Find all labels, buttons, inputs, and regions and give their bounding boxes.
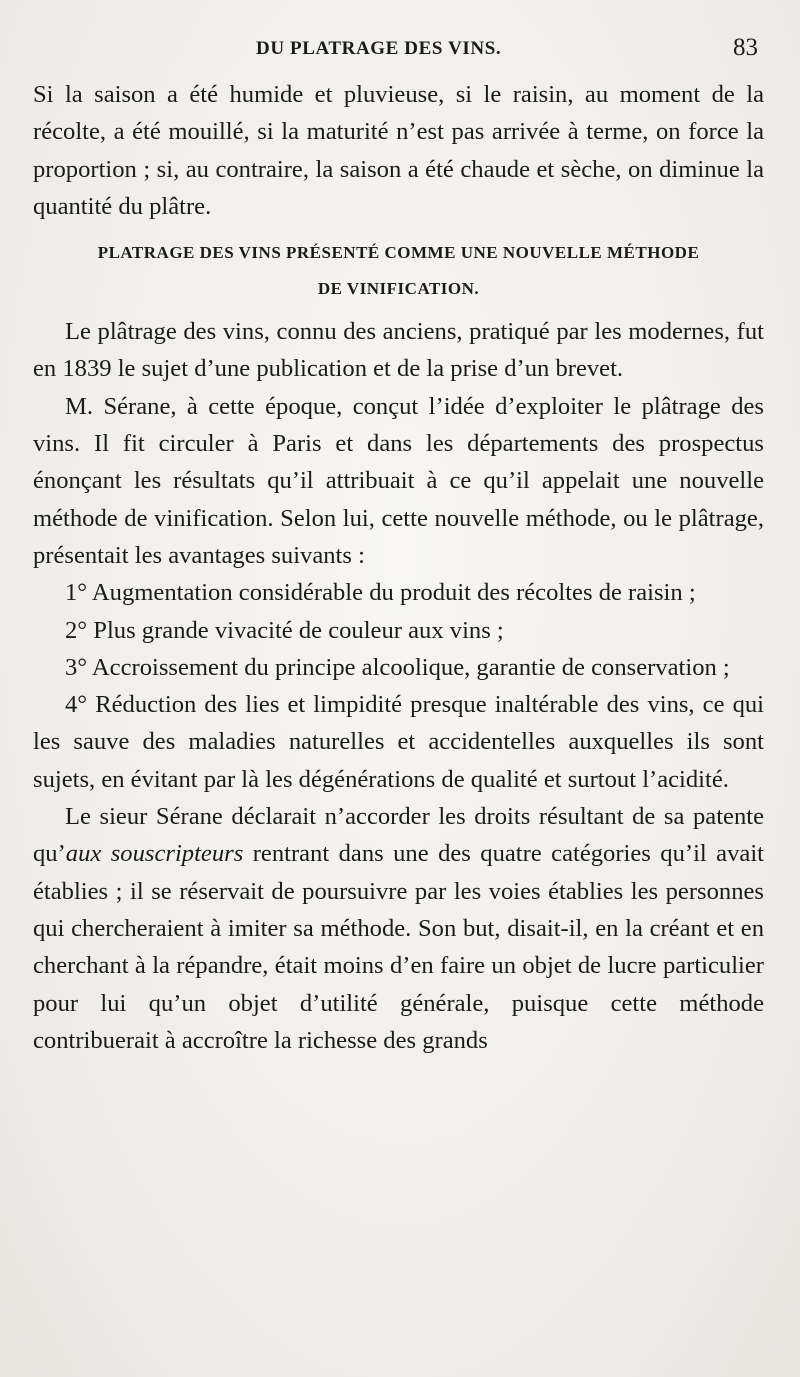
paragraph-4-italic: aux souscripteurs: [65, 840, 244, 868]
list-item-2: 2° Plus grande vivacité de couleur aux vins ;: [65, 616, 504, 644]
paragraph-1: Si la saison a été humide et pluvieuse, si le raisin, au moment de la récolte, a été mouillé, si la maturité n’est pas arrivée à terme, on force la proportion ; si, au contraire, la saison a été chaude et sèche, on diminue la quantité du plâtre.: [33, 81, 764, 220]
section-heading-line-1: PLATRAGE DES VINS PRÉSENTÉ COMME UNE NOUVELLE MÉTHODE: [97, 243, 700, 263]
section-heading: [33, 235, 764, 307]
page-number: 83: [733, 34, 758, 61]
paragraph-2: Le plâtrage des vins, connu des anciens, pratiqué par les modernes, fut en 1839 le sujet d’une publication et de la prise d’un brevet.: [33, 318, 764, 383]
list-item-3: 3° Accroissement du principe alcoolique, garantie de conservation ;: [65, 653, 730, 681]
paragraph-3: M. Sérane, à cette époque, conçut l’idée d’exploiter le plâtrage des vins. Il fit circuler à Paris et dans les départements des prospectus énonçant les résultats qu’il attribuait à ce qu’il appelait une nouvelle méthode de vinification. Selon lui, cette nouvelle méthode, ou le plâtrage, présentait les avantages suivants :: [33, 392, 764, 569]
body-text: [33, 76, 764, 1059]
page-header: [0, 34, 800, 68]
section-heading-line-2: DE VINIFICATION.: [317, 279, 480, 299]
running-title: DU PLATRAGE DES VINS.: [256, 38, 502, 59]
paragraph-4: [33, 798, 764, 1059]
paragraph-4-start: Le sieur Sérane déclarait n’accorder les droits résultant de sa patente qu’: [33, 803, 764, 868]
list-item-4: 4° Réduction des lies et limpidité presque inaltérable des vins, ce qui les sauve des maladies naturelles et accidentelles auxquelles ils sont sujets, en évitant par là les dégénérations de qualité et surtout l’acidité.: [33, 691, 764, 793]
list-item-1: 1° Augmentation considérable du produit des récoltes de raisin ;: [65, 579, 696, 607]
paragraph-4-end: rentrant dans une des quatre catégories qu’il avait établies ; il se réservait de poursuivre par les voies établies les personnes qui chercheraient à imiter sa méthode. Son but, disait-il, en la créant et en cherchant à la répandre, était moins d’en faire un objet de lucre particulier pour lui qu’un objet d’utilité générale, puisque cette méthode contribuerait à accroître la richesse des grands: [33, 840, 764, 1054]
